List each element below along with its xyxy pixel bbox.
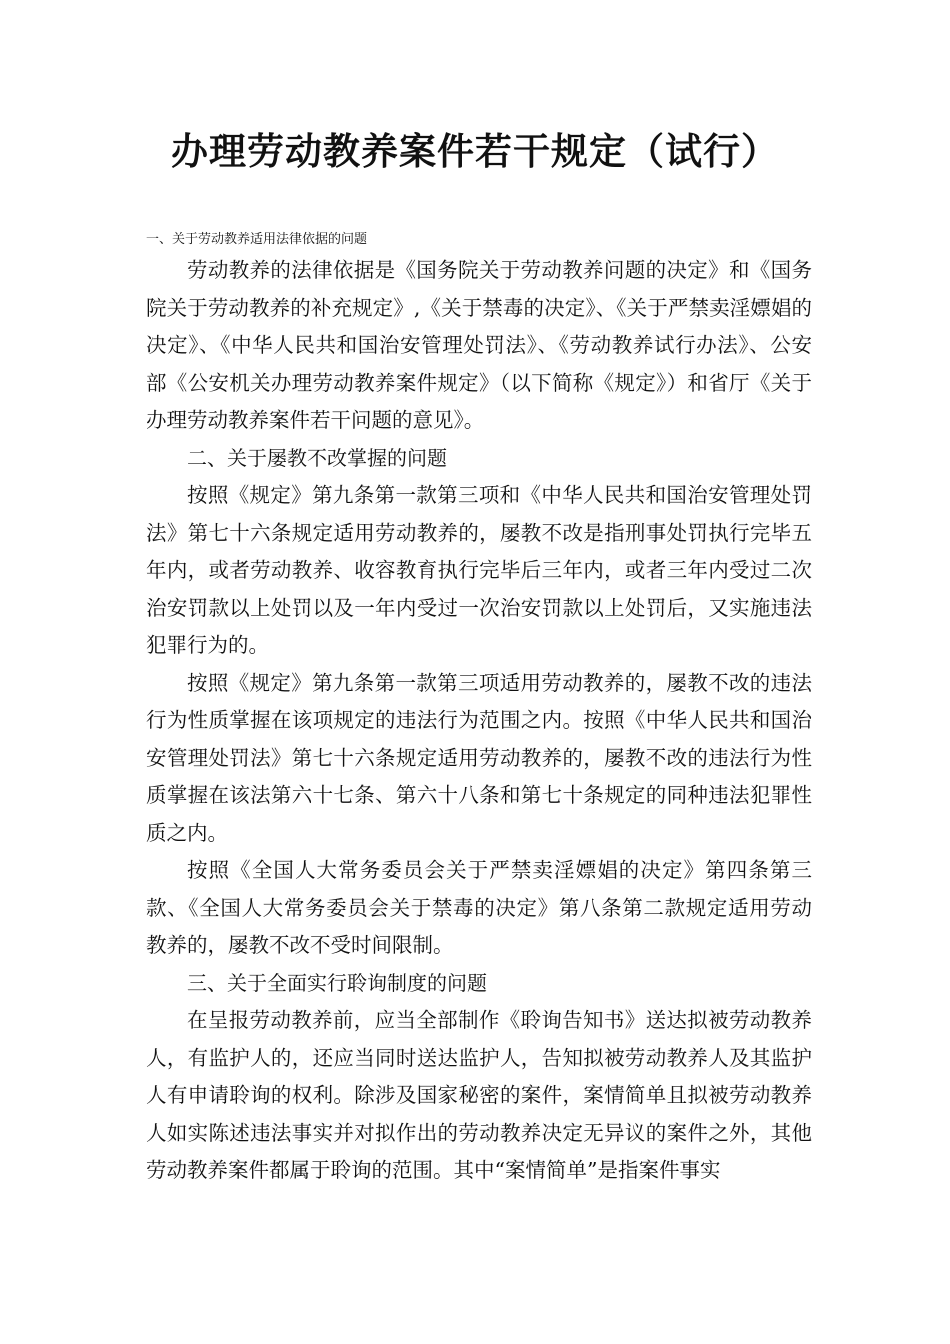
section-1-heading: 一、关于劳动教养适用法律依据的问题 (146, 232, 368, 247)
section-2-paragraph-3: 按照《全国人大常务委员会关于严禁卖淫嫖娼的决定》第四条第三款、《全国人大常务委员会关于禁毒的决定》第八条第二款规定适用劳动教养的，屡教不改不受时间限制。 (146, 858, 812, 957)
section-3-heading: 三、关于全面实行聆询制度的问题 (187, 970, 487, 995)
section-2-paragraph-1: 按照《规定》第九条第一款第三项和《中华人民共和国治安管理处罚法》第七十六条规定适用劳动教养的，屡教不改是指刑事处罚执行完毕五年内，或者劳动教养、收容教育执行完毕后三年内，或者三年内受过二次治安罚款以上处罚以及一年内受过一次治安罚款以上处罚后，又实施违法犯罪行为的。 (146, 483, 812, 657)
section-1-paragraph-1: 劳动教养的法律依据是《国务院关于劳动教养问题的决定》和《国务院关于劳动教养的补充规定》,《关于禁毒的决定》、《关于严禁卖淫嫖娼的决定》、《中华人民共和国治安管理处罚法》、《劳动教养试行办法》、公安部《公安机关办理劳动教养案件规定》（以下简称《规定》）和省厅《关于办理劳动教养案件若干问题的意见》。 (146, 258, 812, 432)
document-title: 办理劳动教养案件若干规定（试行） (171, 130, 779, 173)
document-body (146, 230, 812, 1190)
section-2-paragraph-2: 按照《规定》第九条第一款第三项适用劳动教养的，屡教不改的违法行为性质掌握在该项规定的违法行为范围之内。按照《中华人民共和国治安管理处罚法》第七十六条规定适用劳动教养的，屡教不改的违法行为性质掌握在该法第六十七条、第六十八条和第七十条规定的同种违法犯罪性质之内。 (146, 670, 812, 845)
section-2-heading: 二、关于屡教不改掌握的问题 (187, 445, 447, 470)
section-3-paragraph-1: 在呈报劳动教养前，应当全部制作《聆询告知书》送达拟被劳动教养人，有监护人的，还应当同时送达监护人，告知拟被劳动教养人及其监护人有申请聆询的权利。除涉及国家秘密的案件，案情简单且拟被劳动教养人如实陈述违法事实并对拟作出的劳动教养决定无异议的案件之外，其他劳动教养案件都属于聆询的范围。其中“案情简单”是指案件事实 (146, 1008, 812, 1182)
